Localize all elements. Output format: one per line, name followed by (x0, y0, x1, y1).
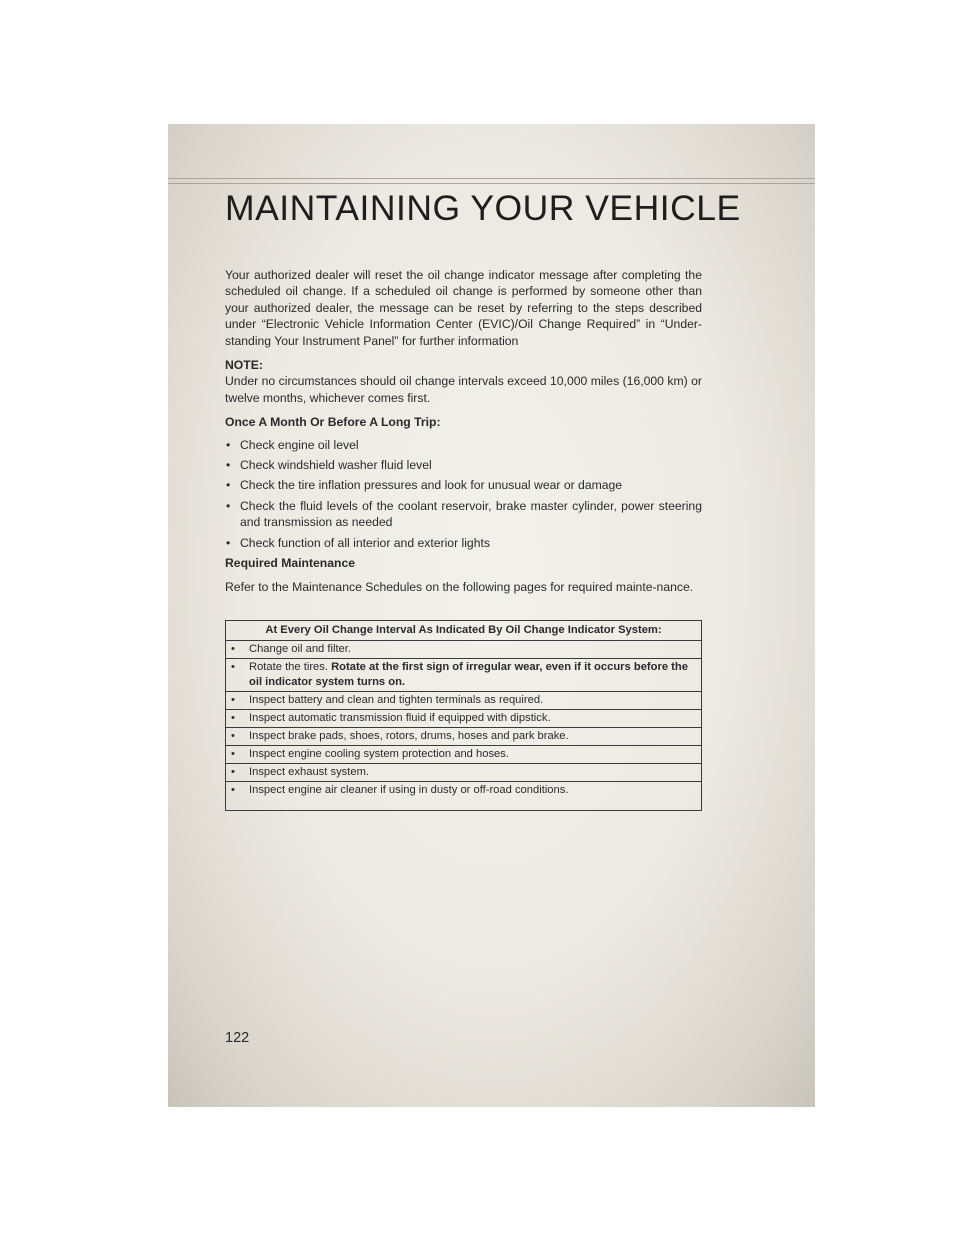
bullet-icon: • (231, 730, 235, 742)
list-item: • Check the tire inflation pressures and look for unusual wear or damage (226, 478, 623, 493)
table-row: • Inspect brake pads, shoes, rotors, drums, hoses and park brake. (226, 728, 702, 746)
page-number: 122 (225, 1030, 250, 1046)
bullet-icon: • (231, 712, 235, 724)
list-item: • Check windshield washer fluid level (226, 458, 432, 473)
bullet-icon: • (226, 498, 231, 513)
table-header-row (226, 621, 702, 641)
note-label: NOTE: (225, 358, 263, 373)
list-item: • Check function of all interior and exterior lights (226, 535, 490, 550)
intro-paragraph: Your authorized dealer will reset the oil change indicator message after completing the scheduled oil change. If a scheduled oil change is performed by someone other than your authorized dealer, the message can be reset by referring to the steps described under “Electronic Vehicle Information Center (EVIC)/Oil Change Required” in “Under-standing Your Instrument Panel” for further information (225, 268, 702, 348)
bullet-icon: • (226, 458, 231, 473)
bullet-icon: • (231, 661, 235, 673)
bullet-icon: • (226, 535, 231, 550)
oil-change-table (225, 620, 702, 811)
table-row: • Inspect engine cooling system protection and hoses. (226, 746, 702, 764)
list-item: • Check the fluid levels of the coolant reservoir, brake master cylinder, power steering and transmission as needed (226, 498, 702, 530)
table-row: • Inspect battery and clean and tighten terminals as required. (226, 692, 702, 710)
table-row: • Rotate the tires. Rotate at the first sign of irregular wear, even if it occurs before the oil indicator system turns on. (226, 659, 702, 692)
list-item: • Check engine oil level (226, 437, 359, 452)
table-header: At Every Oil Change Interval As Indicated By Oil Change Indicator System: (226, 621, 702, 641)
bullet-icon: • (231, 784, 235, 796)
table-row: • Change oil and filter. (226, 641, 702, 659)
bullet-icon: • (231, 748, 235, 760)
page-title: MAINTAINING YOUR VEHICLE (225, 188, 741, 228)
table-row: • Inspect engine air cleaner if using in dusty or off-road conditions. (226, 782, 702, 811)
bullet-icon: • (231, 694, 235, 706)
table-row: • Inspect exhaust system. (226, 764, 702, 782)
monthly-checklist (225, 437, 702, 551)
header-rule-bottom (168, 183, 815, 184)
note-text: Under no circumstances should oil change intervals exceed 10,000 miles (16,000 km) or twelve months, whichever comes first. (225, 374, 702, 405)
header-rule-top (168, 178, 815, 179)
bullet-icon: • (226, 437, 231, 452)
required-heading: Required Maintenance (225, 556, 356, 571)
bullet-icon: • (231, 643, 235, 655)
body-content (225, 267, 702, 595)
bullet-icon: • (231, 766, 235, 778)
monthly-heading: Once A Month Or Before A Long Trip: (225, 415, 441, 430)
required-text: Refer to the Maintenance Schedules on the following pages for required mainte-nance. (225, 579, 694, 594)
bullet-icon: • (226, 478, 231, 493)
table-row: • Inspect automatic transmission fluid if equipped with dipstick. (226, 710, 702, 728)
